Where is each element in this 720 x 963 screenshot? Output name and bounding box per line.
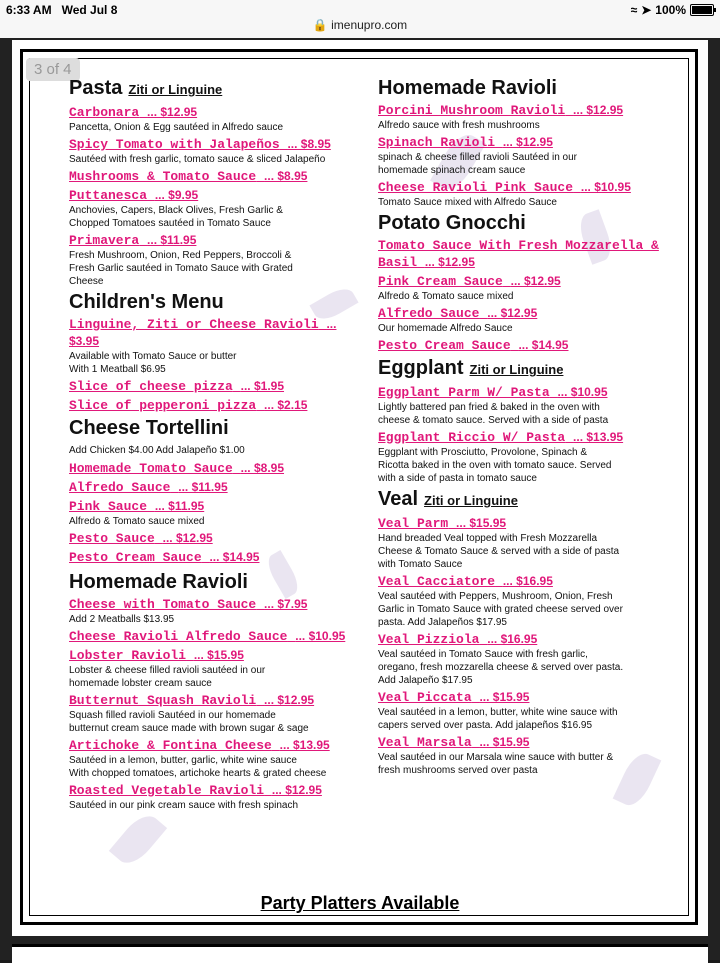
page-counter: 3 of 4 — [26, 58, 80, 81]
menu-item-price: ... $8.95 — [287, 137, 331, 151]
menu-item-price: ... $12.95 — [162, 531, 213, 545]
tortellini-note: Add Chicken $4.00 Add Jalapeño $1.00 — [69, 445, 245, 456]
left-column — [69, 76, 359, 812]
menu-item-price: ... $13.95 — [279, 738, 330, 752]
menu-item-name[interactable]: Alfredo Sauce ... $11.95 — [69, 480, 228, 495]
menu-item — [378, 273, 683, 303]
lock-icon: 🔒 — [312, 18, 328, 32]
menu-item-price: ... $10.95 — [557, 385, 608, 399]
menu-item-name[interactable]: Veal Marsala ... $15.95 — [378, 735, 530, 750]
menu-item-price: ... $11.95 — [178, 480, 228, 494]
menu-item-price: ... $10.95 — [295, 629, 346, 643]
menu-item — [378, 734, 683, 777]
menu-item-price: ... $12.95 — [510, 274, 561, 288]
menu-item — [69, 378, 359, 395]
menu-item — [378, 573, 683, 629]
menu-item-description: Veal sautéed with Peppers, Mushroom, Onion, Fresh Garlic in Tomato Sauce with grated cheese served over pasta. Add Jalapeños $17.95 — [378, 591, 623, 628]
menu-item-name[interactable]: Spinach Ravioli ... $12.95 — [378, 135, 553, 150]
next-page-edge — [12, 944, 708, 963]
menu-item-name[interactable]: Mushrooms & Tomato Sauce ... $8.95 — [69, 169, 308, 184]
section-title: Potato Gnocchi — [378, 212, 526, 234]
menu-item-description: Tomato Sauce mixed with Alfredo Sauce — [378, 197, 557, 208]
menu-item-name[interactable]: Tomato Sauce With Fresh Mozzarella & Basil ... $12.95 — [378, 238, 659, 270]
menu-item-price: ... $12.95 — [147, 105, 198, 119]
menu-item — [378, 102, 683, 132]
menu-item-description: Veal sautéed in a lemon, butter, white wine sauce with capers served over pasta. Add jalapeños $16.95 — [378, 707, 618, 731]
menu-item — [69, 549, 359, 566]
menu-item-name[interactable]: Veal Parm ... $15.95 — [378, 516, 507, 531]
menu-item — [69, 136, 359, 166]
menu-item-description: Eggplant with Prosciutto, Provolone, Spinach & Ricotta baked in the oven with tomato sauce. Served with a side of pasta in tomato sauce — [378, 447, 612, 484]
status-right — [631, 3, 714, 17]
menu-item-name[interactable]: Porcini Mushroom Ravioli ... $12.95 — [378, 103, 624, 118]
section-title: Cheese Tortellini — [69, 417, 229, 439]
menu-item-description: Lightly battered pan fried & baked in the oven with cheese & tomato sauce. Served with a side of pasta — [378, 402, 609, 426]
menu-item-name[interactable]: Puttanesca ... $9.95 — [69, 188, 199, 203]
section-title: Pasta Ziti or Linguine — [69, 77, 223, 99]
menu-item-description: Sautéed in a lemon, butter, garlic, white wine sauce With chopped tomatoes, artichoke hearts & grated cheese — [69, 755, 327, 779]
menu-item — [378, 237, 683, 271]
menu-item — [69, 232, 359, 288]
menu-item-description: Alfredo & Tomato sauce mixed — [378, 291, 514, 302]
menu-item-name[interactable]: Linguine, Ziti or Cheese Ravioli ... $3.95 — [69, 317, 337, 348]
menu-item-description: spinach & cheese filled ravioli Sautéed in our homemade spinach cream sauce — [378, 152, 578, 176]
menu-item — [69, 530, 359, 547]
status-bar — [0, 0, 720, 38]
menu-item-price: ... $12.95 — [264, 693, 315, 707]
menu-item-name[interactable]: Butternut Squash Ravioli ... $12.95 — [69, 693, 315, 708]
menu-item — [378, 134, 683, 177]
menu-item — [378, 305, 683, 335]
section-title: Homemade Ravioli — [69, 571, 248, 593]
section-title: Eggplant Ziti or Linguine — [378, 357, 564, 379]
menu-item — [378, 429, 683, 485]
status-time: 6:33 AM Wed Jul 8 — [6, 3, 118, 17]
menu-item-price: ... $14.95 — [518, 338, 569, 352]
menu-item-name[interactable]: Eggplant Parm W/ Pasta ... $10.95 — [378, 385, 608, 400]
menu-item — [69, 647, 359, 690]
menu-item — [69, 498, 359, 528]
battery-icon — [690, 4, 714, 16]
menu-item-name[interactable]: Veal Piccata ... $15.95 — [378, 690, 530, 705]
menu-item-price: ... $10.95 — [580, 180, 631, 194]
menu-item-name[interactable]: Spicy Tomato with Jalapeños ... $8.95 — [69, 137, 331, 152]
menu-item — [69, 397, 359, 414]
menu-item — [69, 460, 359, 477]
menu-item — [69, 628, 359, 645]
menu-item-description: Sautéed in our pink cream sauce with fresh spinach — [69, 800, 299, 811]
menu-item-price: ... $12.95 — [573, 103, 624, 117]
menu-item-name[interactable]: Homemade Tomato Sauce ... $8.95 — [69, 461, 285, 476]
menu-item-price: ... $11.95 — [147, 233, 197, 247]
menu-item-name[interactable]: Roasted Vegetable Ravioli ... $12.95 — [69, 783, 322, 798]
battery-percent: 100% — [655, 3, 686, 17]
menu-item-description: Available with Tomato Sauce or butter With 1 Meatball $6.95 — [69, 351, 237, 375]
menu-item-name[interactable]: Veal Cacciatore ... $16.95 — [378, 574, 553, 589]
menu-item-price: ... $15.95 — [456, 516, 507, 530]
menu-item-price: ... $13.95 — [573, 430, 624, 444]
menu-item-description: Veal sautéed in our Marsala wine sauce with butter & fresh mushrooms served over pasta — [378, 752, 614, 776]
menu-item-name[interactable]: Pesto Sauce ... $12.95 — [69, 531, 213, 546]
menu-item — [378, 515, 683, 571]
location-icon: ➤ — [641, 3, 652, 17]
menu-item-description: Alfredo & Tomato sauce mixed — [69, 516, 205, 527]
menu-item-price: ... $12.95 — [271, 783, 322, 797]
menu-item — [69, 104, 359, 134]
menu-item — [69, 737, 359, 780]
menu-item-price: ... $3.95 — [69, 317, 337, 348]
menu-item-name[interactable]: Slice of cheese pizza ... $1.95 — [69, 379, 285, 394]
menu-item-description: Anchovies, Capers, Black Olives, Fresh Garlic & Chopped Tomatoes sautéed in Tomato Sauce — [69, 205, 283, 229]
menu-item-description: Sautéed with fresh garlic, tomato sauce & sliced Jalapeño — [69, 154, 326, 165]
menu-item-price: ... $16.95 — [502, 574, 553, 588]
menu-item-name[interactable]: Cheese Ravioli Alfredo Sauce ... $10.95 — [69, 629, 346, 644]
menu-item-name[interactable]: Cheese Ravioli Pink Sauce ... $10.95 — [378, 180, 631, 195]
menu-item — [378, 631, 683, 687]
menu-item-description: Add 2 Meatballs $13.95 — [69, 614, 175, 625]
menu-item-price: ... $8.95 — [240, 461, 285, 475]
menu-item-description: Pancetta, Onion & Egg sautéed in Alfredo sauce — [69, 122, 284, 133]
menu-item-description: Lobster & cheese filled ravioli sautéed in our homemade lobster cream sauce — [69, 665, 266, 689]
menu-item — [378, 384, 683, 427]
menu-item-name[interactable]: Slice of pepperoni pizza ... $2.15 — [69, 398, 308, 413]
menu-item-price: ... $2.15 — [264, 398, 308, 412]
menu-item-price: ... $15.95 — [479, 690, 530, 704]
menu-item-price: ... $8.95 — [264, 169, 308, 183]
section-title: Children's Menu — [69, 291, 224, 313]
menu-item-price: ... $9.95 — [154, 188, 199, 202]
menu-item — [378, 179, 683, 209]
right-column — [378, 76, 683, 777]
menu-item — [69, 168, 359, 185]
section-title: Veal Ziti or Linguine — [378, 488, 518, 510]
menu-item-name[interactable]: Pesto Cream Sauce ... $14.95 — [378, 338, 569, 353]
menu-item-price: ... $12.95 — [502, 135, 553, 149]
menu-item-description: Hand breaded Veal topped with Fresh Mozzarella Cheese & Tomato Sauce & served with a side of pasta with Tomato Sauce — [378, 533, 620, 570]
menu-item-price: ... $1.95 — [240, 379, 285, 393]
menu-item-name[interactable]: Lobster Ravioli ... $15.95 — [69, 648, 244, 663]
menu-item-price: ... $12.95 — [487, 306, 538, 320]
menu-item — [378, 337, 683, 354]
menu-item-name[interactable]: Pink Sauce ... $11.95 — [69, 499, 205, 514]
menu-item-name[interactable]: Eggplant Riccio W/ Pasta ... $13.95 — [378, 430, 624, 445]
menu-item-price: ... $12.95 — [424, 255, 475, 269]
menu-item — [69, 187, 359, 230]
menu-item — [69, 782, 359, 812]
menu-item-name[interactable]: Primavera ... $11.95 — [69, 233, 197, 248]
section-title: Homemade Ravioli — [378, 77, 557, 99]
menu-item — [69, 596, 359, 626]
menu-item-name[interactable]: Pink Cream Sauce ... $12.95 — [378, 274, 561, 289]
wifi-icon: ≈ — [630, 3, 638, 17]
menu-item-name[interactable]: Alfredo Sauce ... $12.95 — [378, 306, 538, 321]
menu-item-description: Our homemade Alfredo Sauce — [378, 323, 513, 334]
menu-item — [378, 689, 683, 732]
menu-item-price: ... $15.95 — [193, 648, 244, 662]
menu-item-name[interactable]: Pesto Cream Sauce ... $14.95 — [69, 550, 260, 565]
menu-item-price: ... $16.95 — [487, 632, 538, 646]
menu-item-description: Fresh Mushroom, Onion, Red Peppers, Broccoli & Fresh Garlic sautéed in Tomato Sauce with Grated Cheese — [69, 250, 293, 287]
menu-item-price: ... $15.95 — [479, 735, 530, 749]
footer-banner: Party Platters Available — [260, 893, 460, 913]
menu-item-name[interactable]: Cheese with Tomato Sauce ... $7.95 — [69, 597, 308, 612]
menu-item-description: Alfredo sauce with fresh mushrooms — [378, 120, 540, 131]
menu-item — [69, 479, 359, 496]
menu-item-name[interactable]: Veal Pizziola ... $16.95 — [378, 632, 538, 647]
menu-item — [69, 316, 359, 376]
menu-item-description: Squash filled ravioli Sautéed in our homemade butternut cream sauce made with brown sugar & sage — [69, 710, 309, 734]
menu-item-description: Veal sautéed in Tomato Sauce with fresh garlic, oregano, fresh mozzarella cheese & served over pasta. Add Jalapeño $17.95 — [378, 649, 624, 686]
menu-item-name[interactable]: Carbonara ... $12.95 — [69, 105, 198, 120]
menu-item-price: ... $11.95 — [154, 499, 205, 513]
menu-item — [69, 692, 359, 735]
menu-item-price: ... $14.95 — [209, 550, 260, 564]
menu-item-name[interactable]: Artichoke & Fontina Cheese ... $13.95 — [69, 738, 330, 753]
url-bar[interactable]: 🔒 imenupro.com — [312, 18, 408, 32]
menu-item-price: ... $7.95 — [264, 597, 308, 611]
